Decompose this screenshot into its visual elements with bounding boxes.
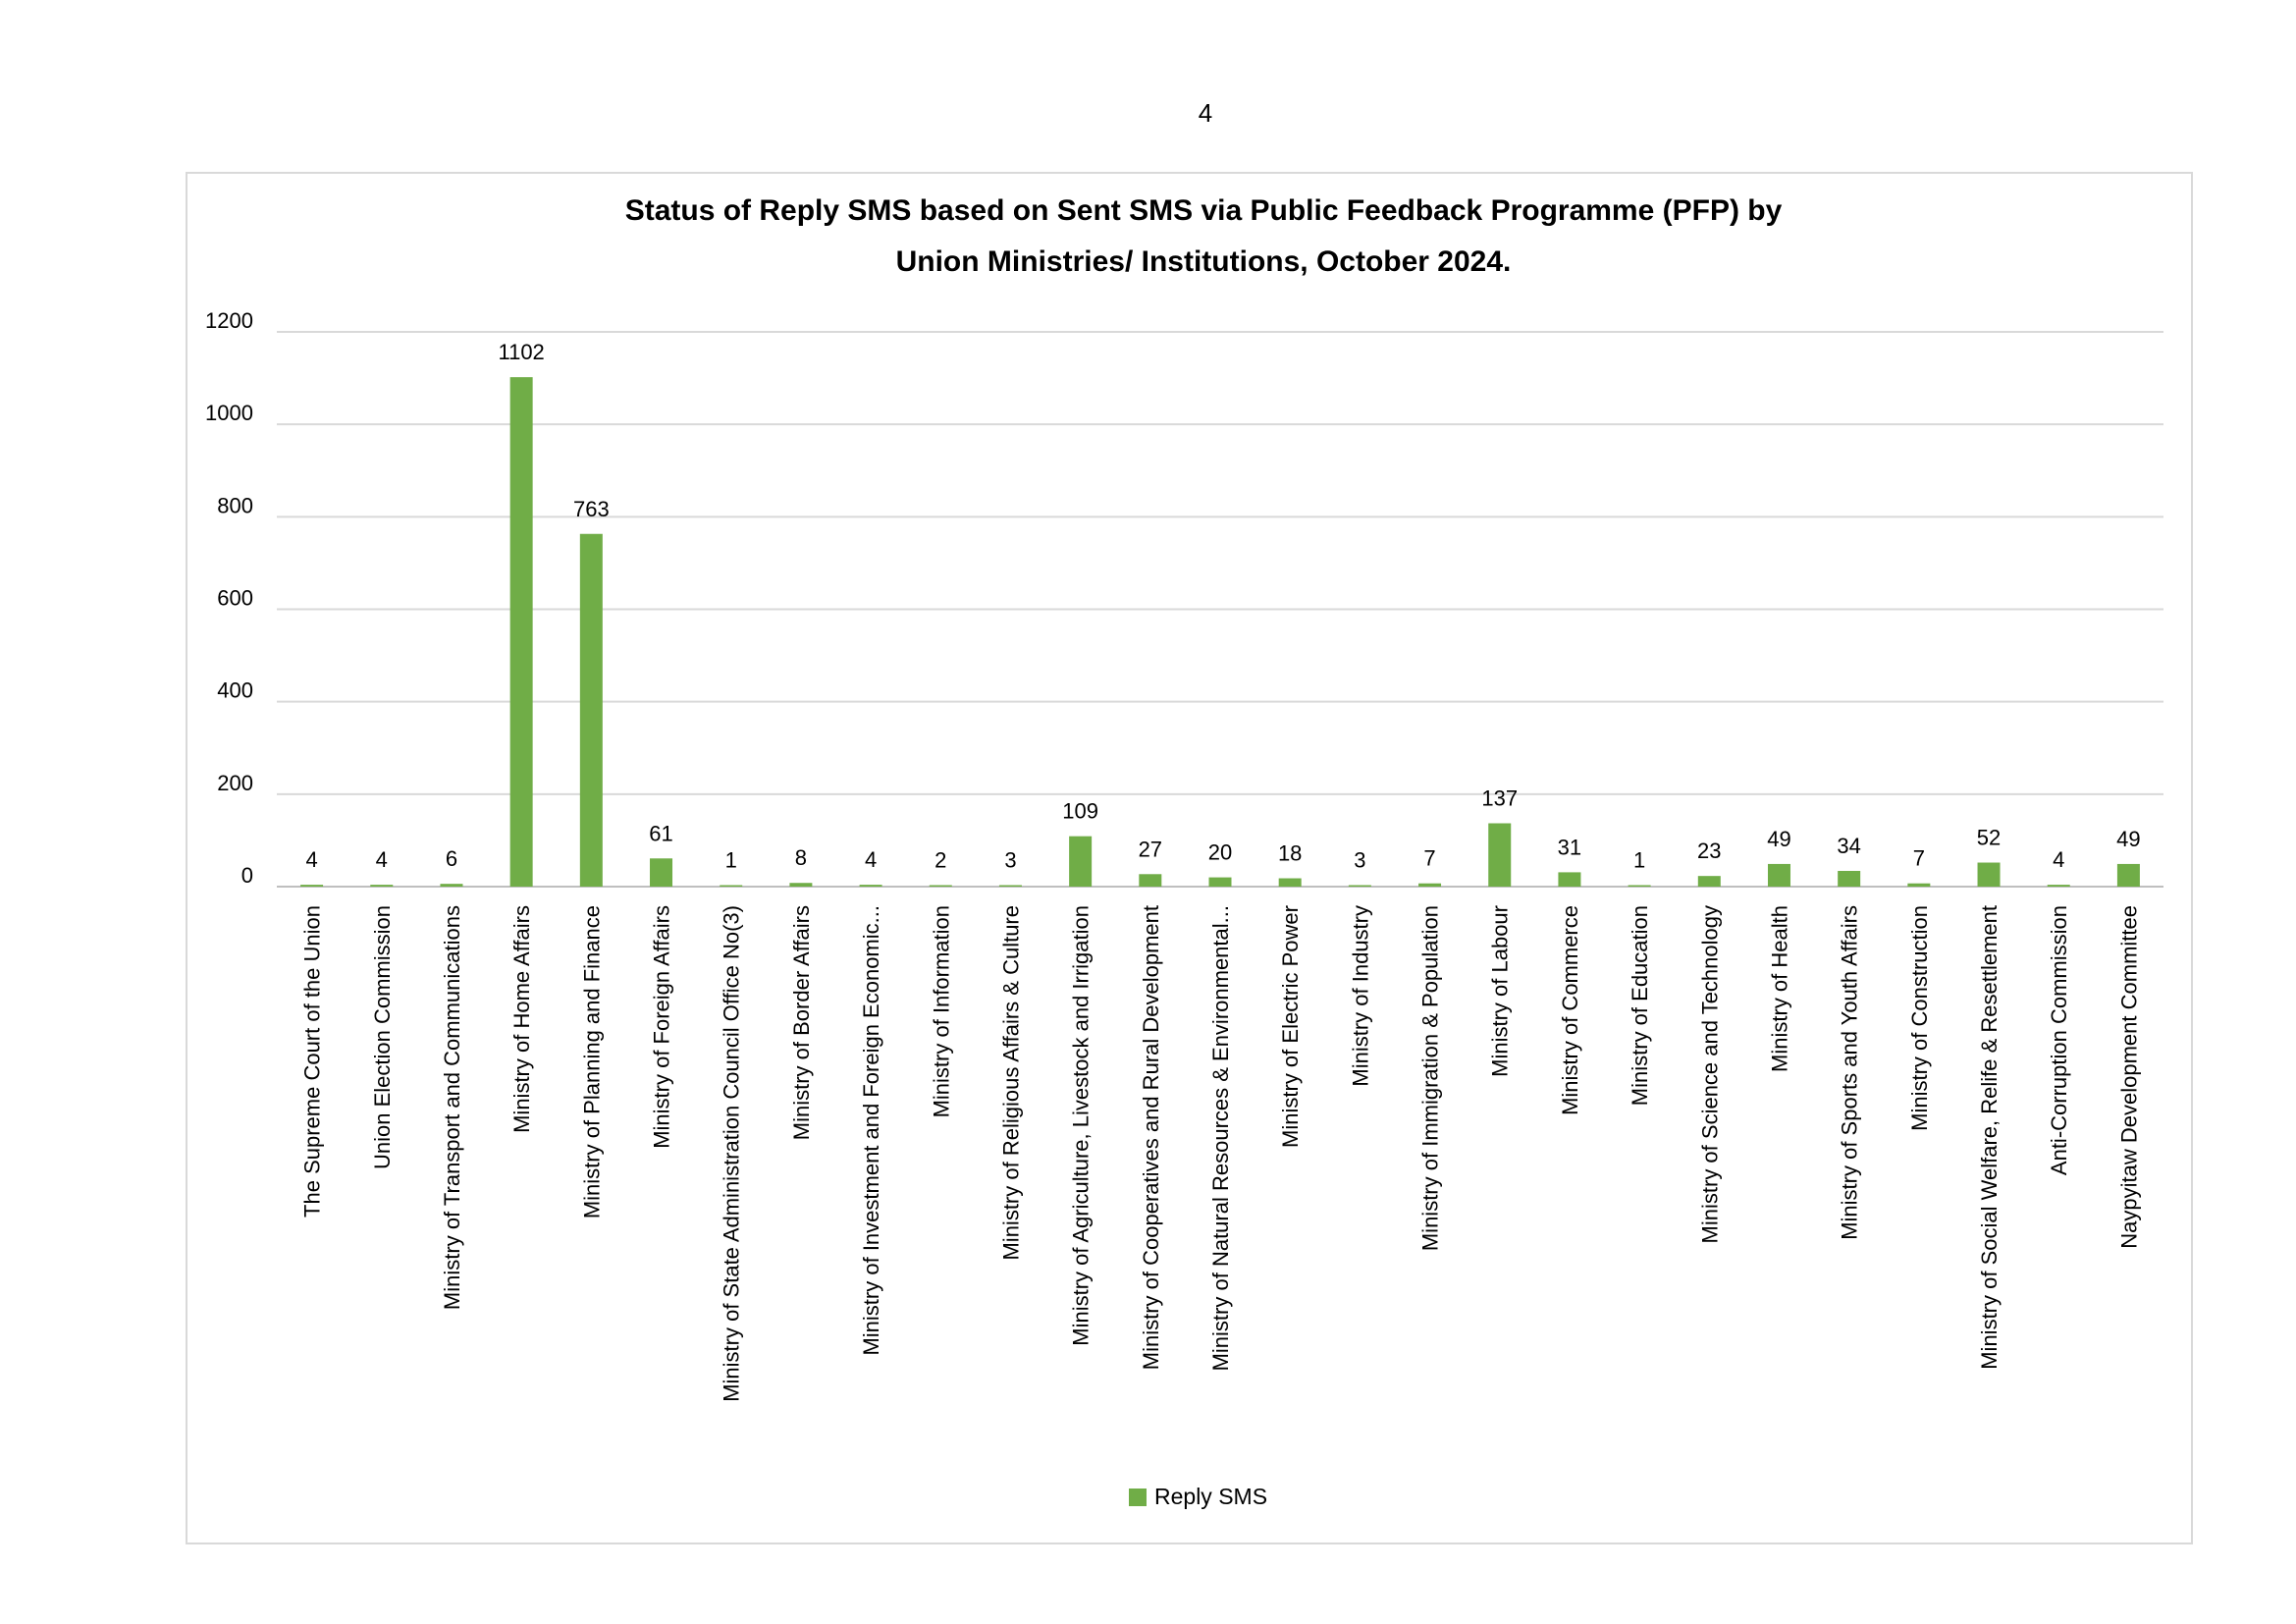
chart-subtitle: Union Ministries/ Institutions, October 2024. [895,245,1512,278]
x-tick-label: Anti-Corruption Commission [2047,905,2072,1176]
x-tick-label: Ministry of Border Affairs [788,905,814,1141]
bar [1558,872,1580,887]
x-tick-label: Ministry of Cooperatives and Rural Development [1138,905,1163,1371]
bar [1349,886,1371,888]
x-tick-label: Ministry of Information [929,905,954,1118]
x-tick-label: Ministry of Sports and Youth Affairs [1837,905,1862,1240]
x-tick-label: Ministry of Commerce [1557,905,1582,1115]
data-label: 1102 [498,340,545,365]
data-label: 49 [1767,826,1791,851]
data-label: 4 [864,847,878,873]
bar [1069,837,1092,887]
bar [789,883,812,887]
x-tick-label: Ministry of Electric Power [1278,905,1304,1148]
bar [1418,884,1441,887]
bar [1698,876,1721,887]
data-label: 31 [1557,835,1582,860]
legend-label: Reply SMS [1154,1484,1268,1509]
y-tick-label: 1200 [205,308,253,333]
data-label: 109 [1062,798,1098,824]
data-label: 23 [1697,839,1722,864]
bar [580,534,603,887]
legend [1129,1484,1267,1509]
bar [510,377,533,887]
x-tick-label: The Supreme Court of the Union [299,905,325,1218]
data-label: 3 [1004,847,1017,873]
data-label: 34 [1837,833,1861,858]
data-label: 18 [1277,840,1303,866]
bar [720,886,742,888]
data-label: 4 [375,847,388,873]
x-tick-label: Ministry of Social Welfare, Relife & Resettlement [1977,905,2002,1370]
x-tick-label: Ministry of Investment and Foreign Economic... [859,905,884,1356]
bar [1978,863,2001,887]
bar [1629,886,1651,888]
bar [1488,823,1511,887]
x-tick-label: Ministry of Home Affairs [509,905,535,1133]
chart-title: Status of Reply SMS based on Sent SMS via Public Feedback Programme (PFP) by [624,194,1783,227]
bar [999,886,1022,888]
x-tick-label: Ministry of Transport and Communications [439,905,464,1311]
data-label: 4 [305,847,318,873]
data-label: 49 [2116,826,2141,851]
bar [1279,879,1302,887]
y-tick-label: 400 [217,677,253,703]
bar [1838,871,1860,887]
x-tick-label: Union Election Commission [369,905,395,1169]
page-number: 4 [1198,98,1213,128]
bar [930,886,952,888]
x-tick-label: Ministry of State Administration Council Office No(3) [719,905,744,1402]
y-tick-label: 0 [240,863,253,888]
data-label: 8 [794,845,808,871]
bar [370,885,393,887]
data-label: 61 [649,821,673,846]
data-label: 52 [1976,825,2002,850]
bar [860,885,882,887]
x-tick-label: Ministry of Science and Technology [1697,905,1723,1244]
data-label: 4 [2053,847,2065,873]
y-tick-label: 800 [217,493,253,518]
data-label: 7 [1423,845,1436,871]
data-label: 1 [724,847,737,873]
data-label: 763 [572,496,610,521]
data-label: 20 [1207,839,1233,865]
x-tick-label: Ministry of Health [1767,905,1792,1072]
bar [300,885,323,887]
data-label: 2 [934,847,947,873]
x-tick-label: Ministry of Industry [1348,905,1373,1087]
x-tick-label: Ministry of Labour [1487,905,1513,1077]
legend-swatch [1129,1489,1147,1506]
bar [1139,874,1161,887]
x-tick-label: Naypyitaw Development Committee [2116,905,2142,1249]
x-tick-label: Ministry of Construction [1906,905,1932,1131]
bar [1768,864,1790,887]
data-label: 27 [1138,837,1163,862]
data-label: 137 [1481,785,1519,811]
y-tick-label: 600 [217,585,253,611]
data-label: 1 [1632,847,1646,873]
bar [2048,885,2070,887]
data-label: 3 [1354,847,1366,873]
x-tick-label: Ministry of Immigration & Population [1417,905,1443,1252]
x-tick-label: Ministry of Education [1628,905,1653,1107]
bar [1907,884,1930,887]
bar [1209,878,1232,887]
x-tick-label: Ministry of Foreign Affairs [649,905,674,1149]
x-tick-label: Ministry of Religious Affairs & Culture [998,905,1024,1261]
bar [440,884,462,887]
y-tick-label: 200 [217,770,253,795]
bar [650,858,672,887]
data-label: 7 [1912,845,1925,871]
data-label: 6 [445,846,458,872]
y-tick-label: 1000 [205,401,253,426]
x-tick-label: Ministry of Planning and Finance [579,905,605,1219]
x-tick-label: Ministry of Natural Resources & Environmental... [1208,905,1233,1372]
x-tick-label: Ministry of Agriculture, Livestock and Irrigation [1068,905,1094,1346]
bar [2117,864,2140,887]
